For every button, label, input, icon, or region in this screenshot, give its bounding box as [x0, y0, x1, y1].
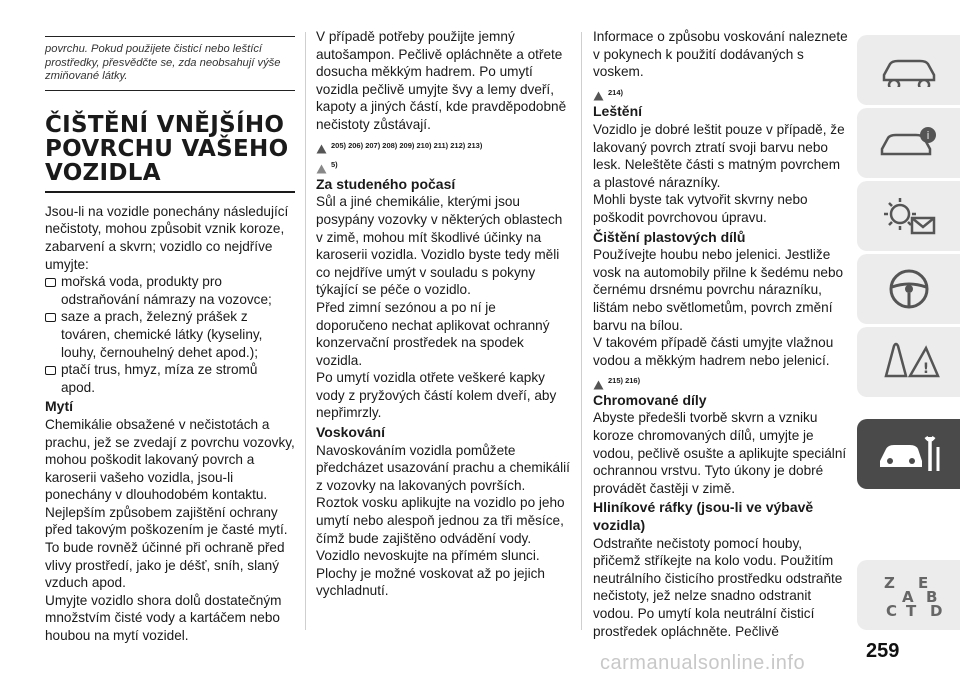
car-wrench-icon — [876, 433, 942, 475]
caution-icon — [316, 164, 327, 174]
plastic-paragraph-1: Používejte houbu nebo jelenici. Jestliže vosk na automobily přilne k šedému nebo černému drsnému povrchu nárazníku, lištám nebo světlometům, povrch změní barvu na bílou. — [593, 247, 844, 333]
steering-wheel-icon — [887, 267, 931, 311]
warning-triangle-icon — [593, 91, 604, 101]
section-title-line-2: POVRCHU VAŠEHO — [45, 135, 289, 162]
svg-text:T: T — [905, 602, 916, 620]
column-divider-2 — [581, 32, 582, 630]
section-title-line-3: VOZIDLA — [45, 159, 161, 186]
note-continued: povrchu. Pokud použijete čisticí nebo leštící prostředky, přesvědčte se, zda neobsahují výše zmiňované látky. — [45, 36, 295, 91]
warning-triangle-icon — [593, 380, 604, 390]
warning-references: 215) 216) — [593, 372, 848, 390]
svg-text:E: E — [917, 574, 928, 592]
bullet-item: ptačí trus, hmyz, míza ze stromů apod. — [45, 361, 295, 396]
tab-car-outline[interactable] — [857, 35, 960, 105]
checkbox-bullet-icon — [45, 366, 56, 375]
checkbox-bullet-icon — [45, 313, 56, 322]
tab-lights-messages[interactable] — [857, 181, 960, 251]
svg-text:A: A — [901, 588, 914, 606]
tab-car-info[interactable] — [857, 108, 960, 178]
warning-triangle-icon — [316, 144, 327, 154]
heading-cold-weather: Za studeného počasí — [316, 175, 456, 192]
warning-triangle-icon — [878, 342, 940, 382]
plastic-paragraph-2: V takovém případě části umyjte vlažnou vodou a měkkým hadrem nebo jelenicí. — [593, 335, 834, 368]
polishing-paragraph-2: Mohli byste tak vytvořit skvrny nebo poškodit povrchovou úpravu. — [593, 192, 808, 225]
heading-chrome-parts: Chromované díly — [593, 391, 707, 408]
car-info-icon — [878, 125, 940, 161]
svg-text:Z: Z — [883, 574, 895, 592]
winter-paragraph-1: Sůl a jiné chemikálie, kterými jsou posypány vozovky v některých oblastech v zimě, mohou mít škodlivé účinky na karoserii vozidla. Vozidlo byste tedy měli co nejdříve umýt v souladu s pokyny týkající se péče o vozidlo. — [316, 194, 563, 298]
waxing-paragraph-2: Vozidlo nevoskujte na přímém slunci. Plochy je možné voskovat až po jejich vychladnutí. — [316, 548, 545, 599]
tab-steering-wheel[interactable] — [857, 254, 960, 324]
svg-text:C: C — [885, 602, 897, 620]
heading-washing: Mytí — [45, 398, 73, 415]
alphabet-index-icon — [874, 568, 944, 622]
section-title — [45, 113, 295, 193]
heading-plastic-parts: Čištění plastových dílů — [593, 228, 746, 245]
chrome-paragraph: Abyste předešli tvorbě skvrn a vzniku koroze chromovaných dílů, umyjte je vodou, pečlivě osušte a aplikujte speciální ochrannou vrstvu. Tyto úkony je dobré provádět častěji v zimě. — [593, 410, 847, 496]
winter-paragraph-3: Po umytí vozidla otřete veškeré kapky vody z pryžových částí kolem dveří, aby nepřimrzly. — [316, 370, 557, 421]
svg-text:!: ! — [922, 361, 929, 377]
warning-references: 214) — [593, 84, 848, 102]
washing-paragraph-1: Chemikálie obsažené v nečistotách a prachu, jež se zvedají z povrchu vozovky, mohou poškodit lakovaný povrch a karoserii vašeho vozidla, jsou-li ponechány v dlouhodobém kontaktu. Nejlepším způsobem zajištění ochrany před takovým poškozením je časté mytí. To bude rovněž účinné při ochraně před vlivy prostředí, jako je déšť, sníh, slaný vzduch apod. — [45, 416, 295, 591]
page-number: 259 — [866, 640, 900, 662]
column-1 — [45, 28, 295, 645]
winter-paragraph-2: Před zimní sezónou a po ní je doporučeno nechat aplikovat ochranný konzervační prostředek na spodek vozidla. — [316, 299, 550, 368]
wax-info-paragraph: Informace o způsobu voskování naleznete v pokynech k použití dodávaných s voskem. — [593, 29, 848, 80]
polishing-paragraph-1: Vozidlo je dobré leštit pouze v případě, že lakovaný povrch ztratí svoji barvu nebo lesk. Neleštěte části s matným povrchem a plastové nárazníky. — [593, 121, 845, 190]
svg-text:B: B — [925, 588, 937, 606]
heading-polishing: Leštění — [593, 103, 643, 120]
light-mail-icon — [878, 196, 940, 236]
intro-paragraph: Jsou-li na vozidle ponechány následující nečistoty, mohou způsobit vznik koroze, zabarvení a skvrn; vozidlo co nejdříve umyjte: — [45, 203, 289, 272]
checkbox-bullet-icon — [45, 278, 56, 287]
bullet-item: saze a prach, železný prášek z továren, chemické látky (kyseliny, louhy, černouhelný dehet apod.); — [45, 308, 295, 361]
heading-alloy-wheels: Hliníkové ráfky (jsou-li ve výbavě vozidla) — [593, 499, 814, 534]
bullet-item: mořská voda, produkty pro odstraňování námrazy na vozovce; — [45, 273, 295, 308]
svg-text:D: D — [929, 602, 942, 620]
svg-text:i: i — [925, 129, 930, 142]
waxing-paragraph-1: Navoskováním vozidla pomůžete předcházet usazování prachu a chemikálií z vozovky na lakovaných površích. Roztok vosku aplikujte na vozidlo po jeho umytí nebo alespoň jednou za tři měsíce, čímž bude zajištěno odvádění vody. — [316, 442, 570, 546]
alloy-paragraph: Odstraňte nečistoty pomocí houby, přičemž stříkejte na kolo vodu. Použitím neutrálního čisticího prostředku odstraňte nečistoty, jež nelze snadno odstranit vodou. Po umytí kola neutrální čisticí prostředek opláchněte. Pečlivě — [593, 535, 843, 639]
column-3 — [593, 28, 848, 640]
column-2 — [316, 28, 571, 600]
shampoo-paragraph: V případě potřeby použijte jemný autošampon. Pečlivě opláchněte a otřete dosucha měkkým hadrem. Po umytí vozidla pečlivě umyjte švy a lemy dveří, kapoty a jiných částí, kde pravděpodobně nečistoty zůstávají. — [316, 29, 567, 132]
washing-paragraph-2: Umyjte vozidlo shora dolů dostatečným množstvím čisté vody a kartáčem nebo houbou na mytí vozidel. — [45, 592, 282, 644]
tab-car-care[interactable] — [857, 419, 960, 489]
warning-references: 205) 206) 207) 208) 209) 210) 211) 212) 213) — [316, 137, 571, 155]
heading-waxing: Voskování — [316, 424, 385, 441]
watermark: carmanualsonline.info — [600, 652, 806, 674]
car-outline-icon — [878, 53, 940, 87]
caution-references: 5) — [316, 156, 571, 174]
tab-emergency[interactable] — [857, 327, 960, 397]
tab-alphabetical-index[interactable] — [857, 560, 960, 630]
section-title-line-1: ČIŠTĚNÍ VNĚJŠÍHO — [45, 111, 285, 138]
column-divider-1 — [305, 32, 306, 630]
